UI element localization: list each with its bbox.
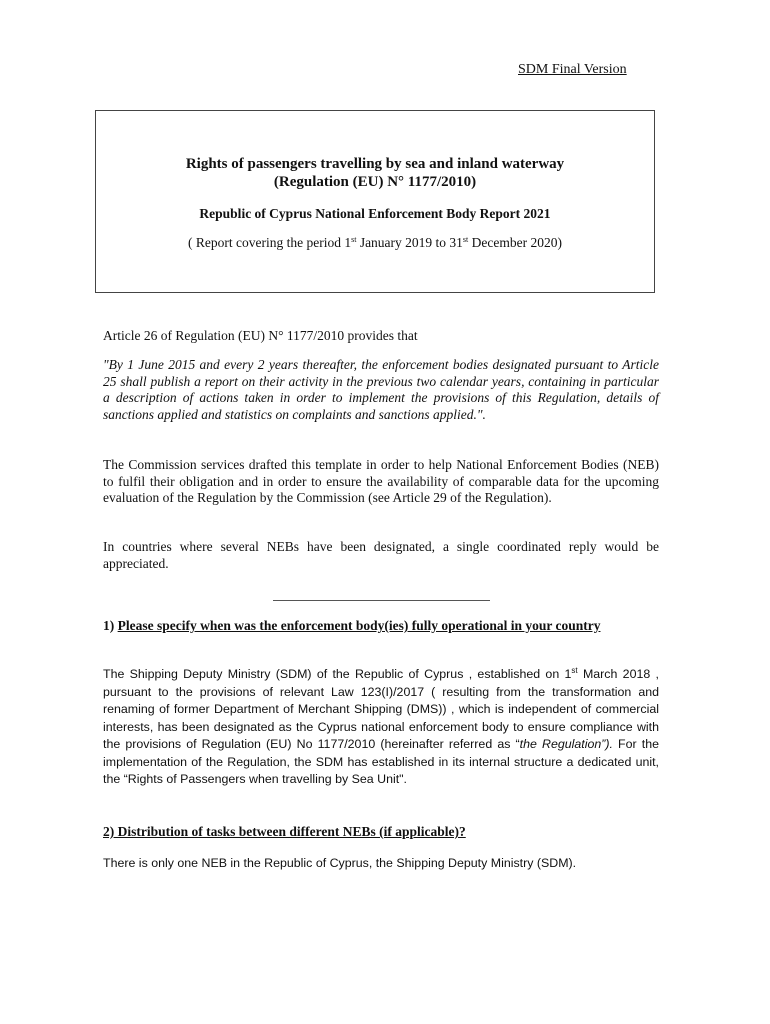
section-1-number: 1) — [103, 618, 118, 633]
section-2-body: There is only one NEB in the Republic of Cyprus, the Shipping Deputy Ministry (SDM). — [103, 856, 577, 870]
section-1-italic: the Regulation”). — [519, 737, 613, 751]
section-divider — [273, 600, 490, 601]
report-period — [96, 235, 654, 251]
intro-paragraph-2: The Commission services drafted this template in order to help National Enforcement Bodies (NEB) to fulfil their obligation and in order to ensure the availability of comparable data for the upcoming evaluation of the Regulation by the Commission (see Article 29 of the Regulation). — [103, 457, 659, 505]
document-version: SDM Final Version — [518, 62, 627, 77]
intro-paragraph-1: Article 26 of Regulation (EU) N° 1177/2010 provides that — [103, 328, 418, 343]
period-sup-2: st — [462, 235, 469, 244]
section-1-body — [103, 666, 659, 789]
regulation-quote: "By 1 June 2015 and every 2 years thereafter, the enforcement bodies designated pursuant to Article 25 shall publish a report on their activity in the previous two calendar years, containing in particular a description of actions taken in order to implement the provisions of this Regulation, details of sanctions applied and statistics on complaints and sanctions applied.". — [103, 357, 659, 422]
period-text-b: January 2019 to 31 — [356, 235, 463, 250]
period-text-c: December 2020) — [468, 235, 562, 250]
title-box — [95, 110, 655, 293]
title-line-1: Rights of passengers travelling by sea and inland waterway — [185, 156, 565, 172]
period-sup-1: st — [351, 235, 357, 244]
report-subtitle: Republic of Cyprus National Enforcement Body Report 2021 — [199, 206, 551, 221]
section-1-text-a: The Shipping Deputy Ministry (SDM) of the Republic of Cyprus , established on 1 — [103, 667, 572, 681]
section-2-heading: 2) Distribution of tasks between different NEBs (if applicable)? — [103, 824, 466, 839]
period-text-a: ( Report covering the period 1 — [188, 235, 352, 250]
section-1-title: Please specify when was the enforcement body(ies) fully operational in your country — [117, 618, 601, 633]
intro-paragraph-3: In countries where several NEBs have been designated, a single coordinated reply would be appreciated. — [103, 539, 659, 571]
section-1-sup: st — [571, 666, 578, 675]
report-title — [96, 155, 654, 191]
section-1-text-b: March 2018 , pursuant to the provisions of relevant Law 123(I)/2017 ( resulting from the transformation and renaming of former Department of Merchant Shipping (DMS)) , which is independent of commercial interests, has been designated as the Cyprus national enforcement body to ensure compliance with the provisions of Regulation (EU) No 1177/2010 (hereinafter referred as “ — [103, 667, 659, 751]
title-line-2: (Regulation (EU) N° 1177/2010) — [273, 174, 477, 190]
section-1-heading — [103, 618, 659, 635]
section-1-text-c: For the implementation of the Regulation, the SDM has established in its internal structure a dedicated unit, the “Rights of Passengers when travelling by Sea Unit". — [103, 737, 659, 786]
